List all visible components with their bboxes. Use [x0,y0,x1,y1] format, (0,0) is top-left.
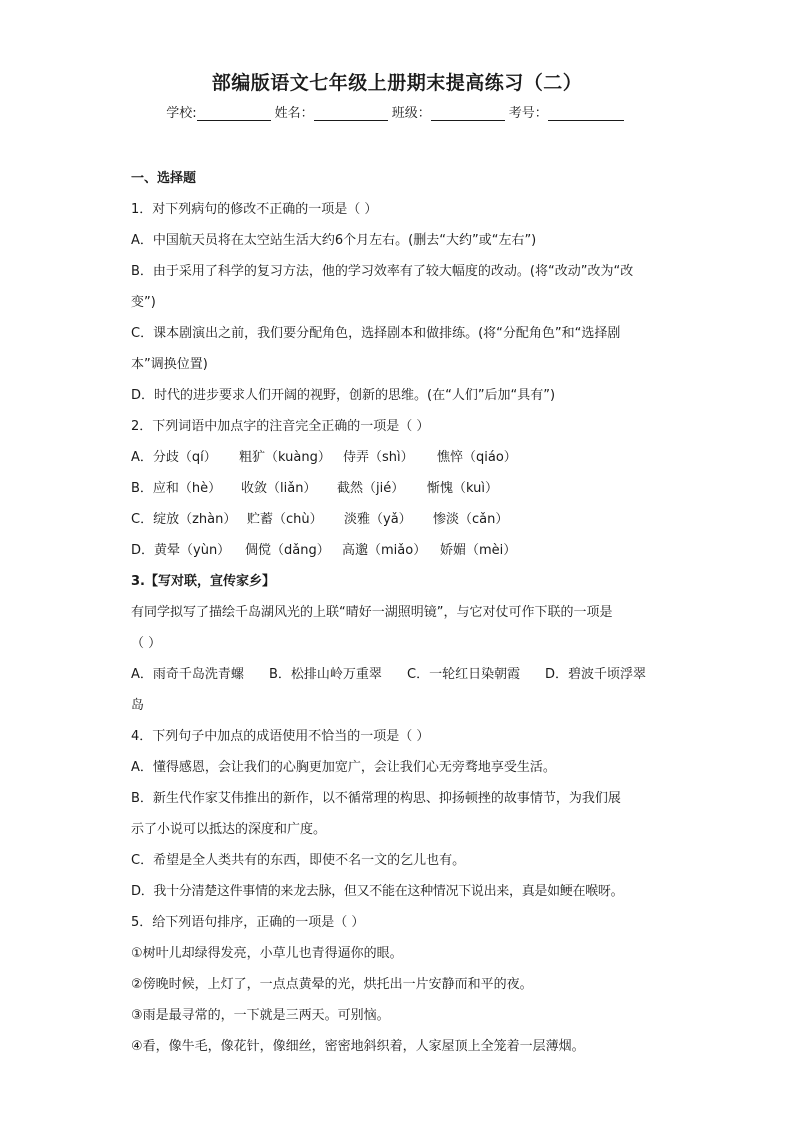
q3-text-line1: 有同学拟写了描绘千岛湖风光的上联“晴好一湖照明镜”，与它对仗可作下联的一项是 [131,605,613,620]
q2-b-word4: 惭愧（kuì） [427,481,498,496]
q2-d-word2: 倜傥（dǎng） [245,543,330,558]
class-blank[interactable] [431,106,505,121]
q3-option-c: C．一轮红日染朝霞 [407,667,521,682]
q1-option-a: A．中国航天员将在太空站生活大约6个月左右。(删去“大约”或“左右”) [131,233,537,248]
page-title: 部编版语文七年级上册期末提高练习（二） [211,72,583,94]
q1-stem: 1．对下列病句的修改不正确的一项是（ ） [131,202,378,217]
q1-option-b-line1: B．由于采用了科学的复习方法，他的学习效率有了较大幅度的改动。(将“改动”改为“改 [131,264,634,279]
school-blank[interactable] [197,106,271,121]
q2-b-word1: B．应和（hè） [131,481,222,496]
q3-option-a: A．雨奇千岛洗青螺 [131,667,244,682]
q1-option-c-line1: C．课本剧演出之前，我们要分配角色，选择剧本和做排练。(将“分配角色”和“选择剧 [131,326,621,341]
q1-option-d: D．时代的进步要求人们开阔的视野，创新的思维。(在“人们”后加“具有”) [131,388,556,403]
q2-a-word2: 粗犷（kuàng） [239,450,331,465]
q2-option-d [131,535,661,566]
section-title: 一、选择题 [131,171,197,186]
q2-d-word3: 高邈（miǎo） [342,543,427,558]
q2-option-a [131,442,661,473]
q2-a-word1: A．分歧（qí） [131,450,217,465]
q2-d-word4: 娇媚（mèi） [440,543,517,558]
name-blank[interactable] [314,106,388,121]
q4-option-a: A．懂得感恩，会让我们的心胸更加宽广，会让我们心无旁骛地享受生活。 [131,760,556,775]
q2-c-word4: 惨淡（cǎn） [433,512,509,527]
q4-stem: 4．下列句子中加点的成语使用不恰当的一项是（ ） [131,729,430,744]
q3-stem: 3.【写对联，宣传家乡】 [131,574,275,589]
q2-stem: 2．下列词语中加点字的注音完全正确的一项是（ ） [131,419,430,434]
q5-sentence-4: ④看，像牛毛，像花针，像细丝，密密地斜织着，人家屋顶上全笼着一层薄烟。 [131,1039,585,1054]
q4-option-d: D．我十分清楚这件事情的来龙去脉，但又不能在这种情况下说出来，真是如鲠在喉呀。 [131,884,624,899]
name-label: 姓名： [274,106,314,121]
q1-option-c-line2: 本”调换位置) [131,357,208,372]
class-label: 班级： [391,106,431,121]
q2-b-word2: 收敛（liǎn） [241,481,317,496]
q5-sentence-1: ①树叶儿却绿得发亮，小草儿也青得逼你的眼。 [131,946,403,961]
q4-option-b-line1: B．新生代作家艾伟推出的新作，以不循常理的构思、抑扬顿挫的故事情节，为我们展 [131,791,621,806]
student-info-row [0,102,794,121]
q2-d-word1: D．黄晕（yùn） [131,543,231,558]
q3-option-b: B．松排山岭万重翠 [269,667,382,682]
q3-options [131,659,661,690]
q2-option-b [131,473,661,504]
q4-option-b-line2: 示了小说可以抵达的深度和广度。 [131,822,327,837]
q2-c-word3: 淡雅（yǎ） [344,512,412,527]
q2-option-c [131,504,661,535]
q5-sentence-2: ②傍晚时候，上灯了，一点点黄晕的光，烘托出一片安静而和平的夜。 [131,977,533,992]
q4-option-c: C．希望是全人类共有的东西，即使不名一文的乞儿也有。 [131,853,466,868]
q5-sentence-3: ③雨是最寻常的，一下就是三两天。可别恼。 [131,1008,390,1023]
school-label: 学校: [166,106,197,121]
q3-option-d: D．碧波千顷浮翠 [545,667,647,682]
q3-text-line2: （ ） [131,636,162,651]
q2-b-word3: 截然（jié） [337,481,405,496]
q2-a-word4: 憔悴（qiáo） [437,450,517,465]
q5-stem: 5．给下列语句排序，正确的一项是（ ） [131,915,365,930]
q2-c-word1: C．绽放（zhàn） [131,512,237,527]
exam-number-label: 考号： [508,106,548,121]
question-content [131,163,661,1062]
exam-number-blank[interactable] [548,106,624,121]
q3-option-d-tail: 岛 [131,698,145,713]
q2-c-word2: 贮蓄（chù） [247,512,323,527]
q1-option-b-line2: 变”) [131,295,156,310]
q2-a-word3: 侍弄（shì） [343,450,414,465]
